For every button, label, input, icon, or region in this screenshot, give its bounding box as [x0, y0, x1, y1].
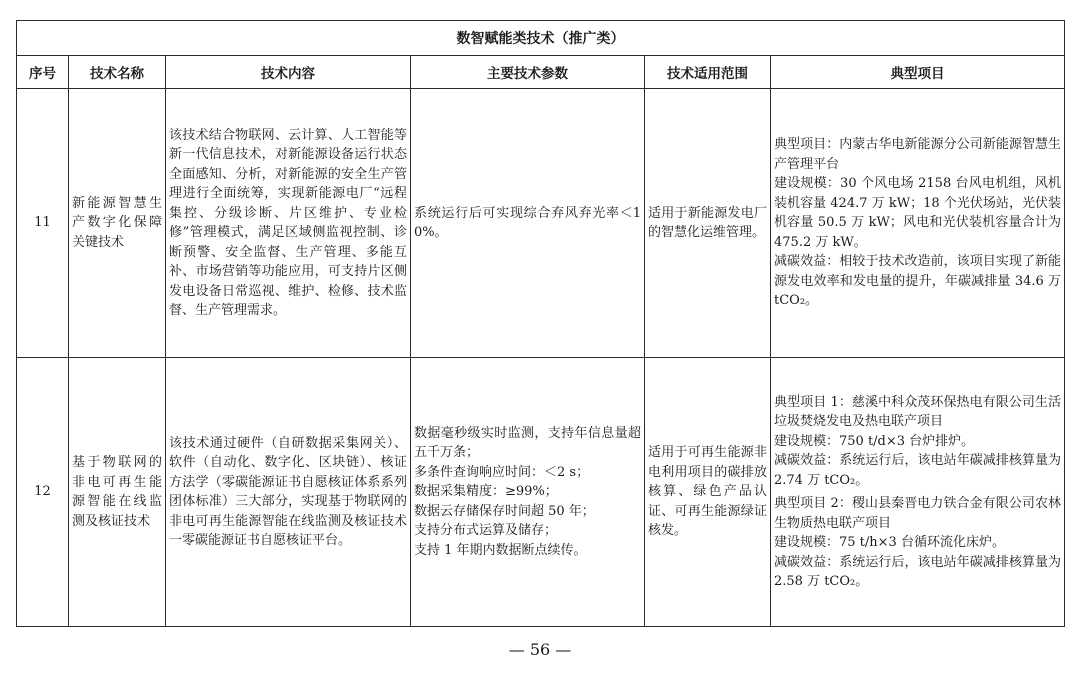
- table-row: [17, 358, 1065, 627]
- project-line: 典型项目 1：慈溪中科众茂环保热电有限公司生活垃圾焚烧发电及热电联产项目: [774, 394, 1062, 429]
- row-tech-name: 新能源智慧生产数字化保障关键技术: [69, 89, 166, 358]
- header-tech-content: 技术内容: [166, 56, 411, 89]
- project-line: 减碳效益：系统运行后，该电站年碳减排核算量为 2.58 万 tCO₂。: [774, 554, 1062, 589]
- row-typical-project: [771, 89, 1065, 358]
- table-row: [17, 89, 1065, 358]
- table-title: 数智赋能类技术（推广类）: [17, 21, 1065, 56]
- technology-table: [16, 20, 1065, 627]
- project-line: 建设规模：75 t/h×3 台循环流化床炉。: [774, 535, 1005, 550]
- param-line: 数据采集精度：≥99%；: [414, 484, 558, 500]
- row-main-params: [411, 89, 645, 358]
- project-block: [774, 494, 1061, 592]
- row-seq: 12: [17, 358, 69, 627]
- page-number: — 56 —: [508, 640, 572, 659]
- header-main-params: 主要技术参数: [411, 56, 645, 89]
- row-tech-content: 该技术结合物联网、云计算、人工智能等新一代信息技术，对新能源设备运行状态全面感知、分析，对新能源的安全生产管理进行全面统筹，实现新能源电厂“远程集控、分级诊断、片区维护、专业检修”管理模式，满足区域侧监视控制、诊断预警、安全监督、生产管理、多能互补、市场营销等功能应用，可支持片区侧发电设备日常巡视、维护、检修、技术监督、生产管理需求。: [166, 89, 411, 358]
- param-line: 数据毫秒级实时监测，支持年信息量超五千万条；: [414, 425, 641, 461]
- header-scope: 技术适用范围: [645, 56, 771, 89]
- row-tech-name: 基于物联网的非电可再生能源智能在线监测及核证技术: [69, 358, 166, 627]
- param-line: 数据云存储保存时间超 50 年；: [414, 503, 595, 519]
- row-seq: 11: [17, 89, 69, 358]
- project-line: 减碳效益：系统运行后，该电站年碳减排核算量为 2.74 万 tCO₂。: [774, 453, 1062, 488]
- table-title-row: [17, 21, 1065, 56]
- project-line: 典型项目 2：稷山县秦晋电力铁合金有限公司农林生物质热电联产项目: [774, 496, 1062, 531]
- header-typical-project: 典型项目: [771, 56, 1065, 89]
- param-line: 多条件查询响应时间：＜2 s；: [414, 464, 590, 480]
- row-scope: 适用于可再生能源非电利用项目的碳排放核算、绿色产品认证、可再生能源绿证核发。: [645, 358, 771, 627]
- row-typical-project: [771, 358, 1065, 627]
- header-row: [17, 56, 1065, 89]
- header-tech-name: 技术名称: [69, 56, 166, 89]
- param-line: 支持分布式运算及储存；: [414, 523, 558, 539]
- row-scope: 适用于新能源发电厂的智慧化运维管理。: [645, 89, 771, 358]
- param-line: 支持 1 年期内数据断点续传。: [414, 542, 587, 558]
- project-line: 典型项目：内蒙古华电新能源分公司新能源智慧生产管理平台: [774, 137, 1062, 172]
- row-main-params: [411, 358, 645, 627]
- param-line: 系统运行后可实现综合弃风弃光率＜10%。: [414, 205, 641, 240]
- project-line: 建设规模：750 t/d×3 台炉排炉。: [774, 433, 975, 449]
- project-line: 减碳效益：相较于技术改造前，该项目实现了新能源发电效率和发电量的提升，年碳减排量 34.6 万 tCO₂。: [774, 254, 1062, 309]
- header-seq: 序号: [17, 56, 69, 89]
- row-tech-content: 该技术通过硬件（自研数据采集网关）、软件（自动化、数字化、区块链）、核证方法学（零碳能源证书自愿核证体系系列团体标准）三大部分，实现基于物联网的非电可再生能源智能在线监测及核证技术一零碳能源证书自愿核证平台。: [166, 358, 411, 627]
- project-line: 建设规模：30 个风电场 2158 台风电机组，风机装机容量 424.7 万 kW；18 个光伏场站，光伏装机容量 50.5 万 kW；风电和光伏装机容量合计为 475.2 万 kW。: [774, 176, 1062, 250]
- project-block: [774, 393, 1061, 491]
